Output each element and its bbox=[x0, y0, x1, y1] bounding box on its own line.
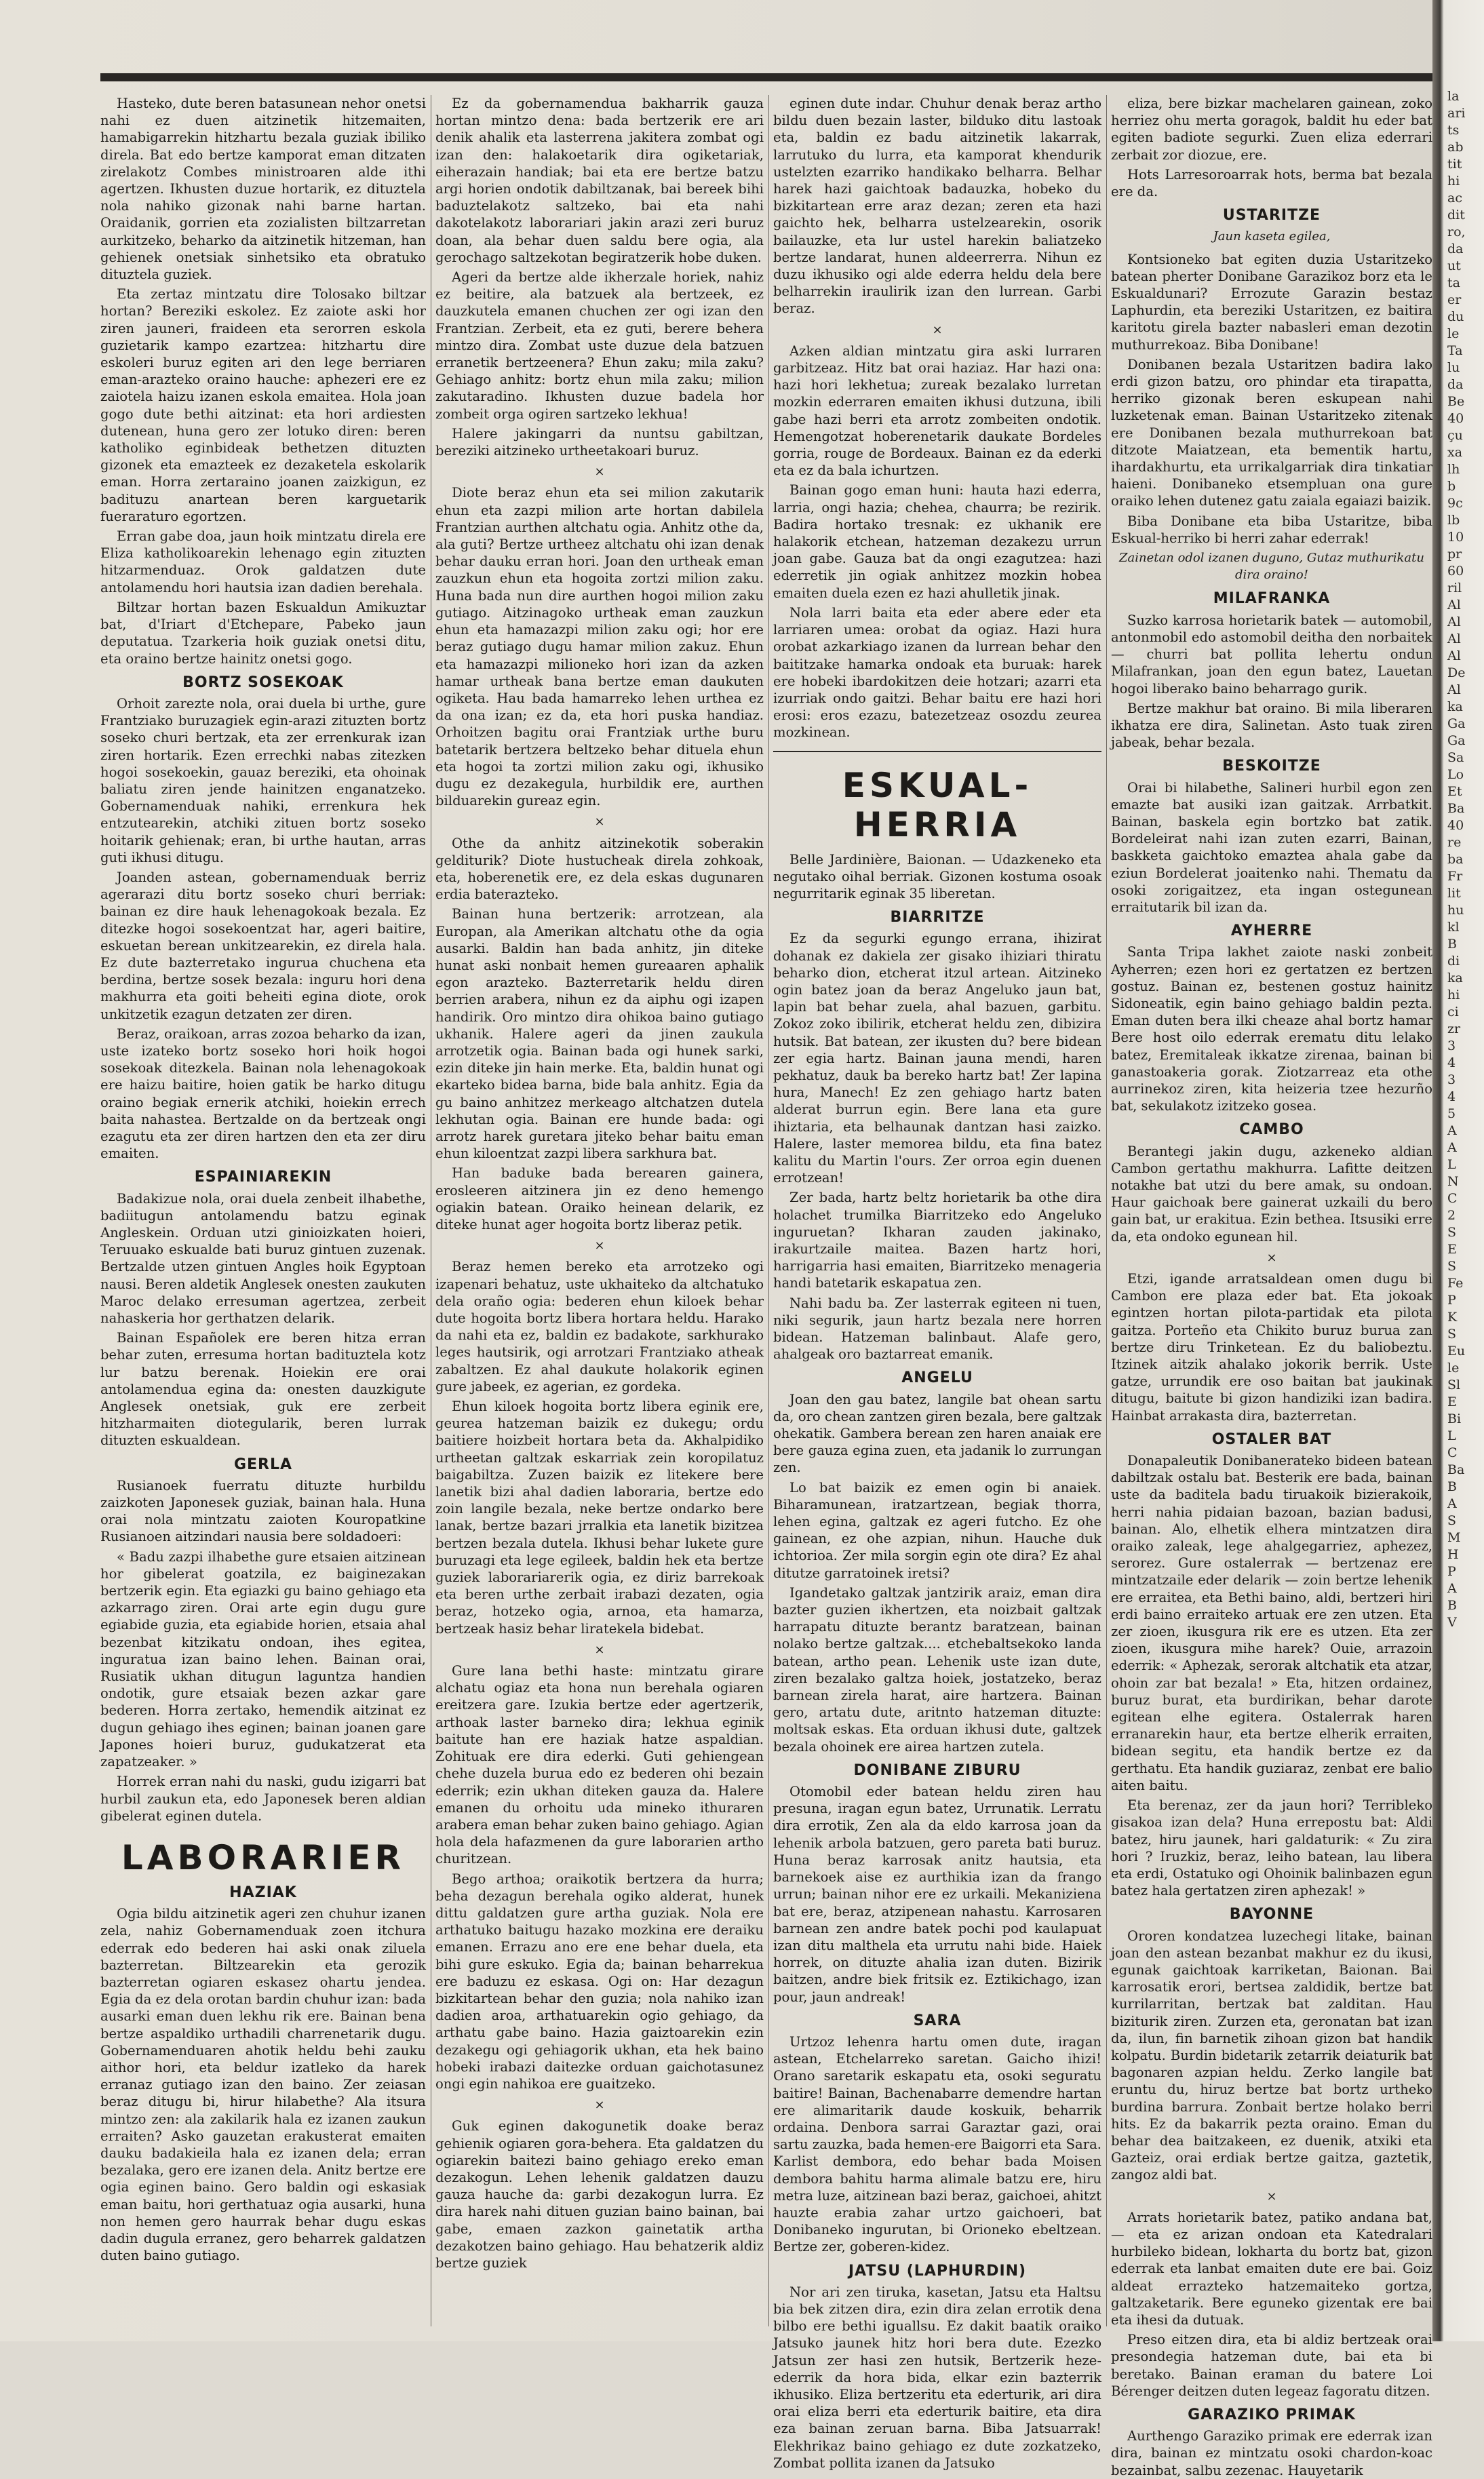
article-paragraph: Ororen kondatzea luzechegi litake, bainan joan den astean bezanbat makhur ez du ikusi, egunak gaichtoak karriketan, Baionan. Bai karrosatik erori, bertsea zaldidik, bertze bat kurrilarritan, bertzak bat zalditan. Hau biziturik ziren. Zurzen eta, geronatan bat izan da, ilun, fin barnetik zihoan gizon bat handik kolpatu. Burdin bidetarik zetarrik deiaturik bat bagonaren azpian heldu. Zerko langile bat eruntu du, hiruz bertze bat bortz urtheko burdina barrura. Zonbait bertze holako berri hits. Ez da bakarrik pezta oraino. Eman du behar dea baitzakeen, ez duenik, atxiki eta Gazteiz, orai erdiak bertze gaitza, gaztetik, zangoz aldi bat. bbox=[1111, 1928, 1432, 2183]
article-paragraph: Urtzoz lehenra hartu omen dute, iragan astean, Etchelarreko saretan. Gaicho ihizi! Orano saretarik eskapatu eta, osoki seguratu baitire! Bainan, Bachenabarre demendre hartan ere alimaritarik daude koskuik, beharrik ordaina. Denbora sarrai Garaztar gazi, orai sartu zauzka, bada hemen-ere Baigorri eta Sara. Karlist dembora, edo behar bada Moisen dembora bahitu harma alimale batzu ere, hiru metra luze, aitzinean bazi beraz, gaichoei, ahitzt hauzte erabia zahar urtzo gaichoeri, bat Donibaneko ingurutan, bi Orioneko ebeltzean. Bertze zer, goberen-kidez. bbox=[773, 2033, 1101, 2255]
section-heading: BESKOITZE bbox=[1222, 758, 1321, 775]
edge-fragment: A bbox=[1447, 1123, 1457, 1138]
edge-fragment: kl bbox=[1447, 920, 1460, 935]
edge-fragment: 5 bbox=[1447, 1106, 1456, 1121]
section-heading: JATSU (LAPHURDIN) bbox=[848, 2262, 1027, 2280]
section-heading: DONIBANE ZIBURU bbox=[853, 1761, 1021, 1779]
article-paragraph: Bainan Españolek ere beren hitza erran behar zuten, erresuma hortan badituztela kotz lur batzu berenak. Hoiekin ere orai antolamendua egina da: onesten dauzkigute Anglesek onetsiak, guk ere zerbeit hitzharmaiten diotegularik, beren lurrak dituzten eskualdean. bbox=[100, 1330, 426, 1449]
article-paragraph: Igandetako galtzak jantzirik araiz, eman dira bazter guzien ikhertzen, eta noizbait galtzak harrapatu dituzte berantz baratzean, bainan nolako bertze galtzak.... etchebaltsekoko landa batean, artho pean. Lehenik uste izan dute, ziren bezalako galtza hoiek, jostatzeko, beraz barnean zirela harat, aire hartzera. Bainan gero, artatu dute, aritnto hatzeman dituzte: moltsak eskas. Eta orduan ikhusi dute, galtzek bezala ohoinek ere airea hartzen zutela. bbox=[773, 1584, 1101, 1755]
edge-fragment: Ta bbox=[1447, 343, 1463, 358]
edge-fragment: re bbox=[1447, 835, 1462, 850]
edge-fragment: E bbox=[1447, 1242, 1457, 1257]
edge-fragment: hi bbox=[1447, 174, 1460, 189]
subheading: Jaun kaseta egilea, bbox=[1213, 229, 1331, 244]
edge-fragment: pr bbox=[1447, 547, 1462, 562]
article-paragraph: Beraz, oraikoan, arras zozoa beharko da izan, uste izateko bortz soseko hori hoik hogoi sosekoak ditezkela. Bainan nola lehenagokoak ere haizu baitire, hoien gatik be harko ditugu oraino begiak ernerik atchiki, hoiekin errech baita nahastea. Bertzalde on da bertzeak ongi ezagutu eta zer diren hartzen den eta zer diru emaiten. bbox=[100, 1026, 426, 1162]
article-paragraph: Santa Tripa lakhet zaiote naski zonbeit Ayherren; ezen hori ez gertatzen ez bertzen gostuz. Bainan ez, bestenen gostuz hainitz Sidoneatik, egin baino gehiago baldin pezta. Eman duten bera ilki cheaze ahal bortz hamar Bere host oilo ederrak erematu ditu lelako batez, Eremitaleak ikkatze zirenaa, bainan bi ganastoakeria gorak. Ziotzarreaz eta othe aurrinekoz ziren, kita heizeria tzee hezurño bat, sekulakotz izitzeko gosea. bbox=[1111, 944, 1432, 1114]
article-paragraph: Donapaleutik Donibanerateko bideen batean dabiltzak ostalu bat. Besterik ere bada, bainan uste da baditela badu tiruakoik bizierakoik, herri nahia pidaian bazoan, bazian badusi, bainan. Alo, elhetik elhera mintzatzen dira oraiko zaleak, lege ahalgegarriez, aphezez, serorez. Gure ostalerrak — bertzenaz ere mintzatzaile eder delarik — zoin bertze lehenik ere erraitea, eta Bethi baino, aldi, bertzeri hiri erdi baino erraiteko artuak ere zen utzen. Eta zer zioen, ikusgura rik ere es utzen. Eta zer zioen, ikusgura mihe harek? Ouie, arrazoin ederrik: « Aphezak, serorak altchatik eta atzar, ohoin zar bat bezala! » Eta, hitzen ordainez, buruz burat, eta burdirikan, behar darote egitean elhe egitera. Ostalerrak haren erranarekin haur, eta bertze elherik erraiten, bidean segitu, eta handik bertze ez da gerthatu. Eta handik guziaraz, zenbat ere balio aiten baitu. bbox=[1111, 1453, 1432, 1793]
edge-fragment: 9c bbox=[1447, 496, 1463, 511]
edge-fragment: A bbox=[1447, 1581, 1457, 1596]
edge-fragment: B bbox=[1447, 1479, 1457, 1494]
separator-mark: × bbox=[594, 465, 605, 480]
section-heading: BIARRITZE bbox=[890, 909, 985, 926]
separator-mark: × bbox=[594, 1238, 605, 1253]
masthead-heading: ESKUAL-HERRIA bbox=[842, 765, 1033, 844]
separator-mark: × bbox=[594, 815, 605, 829]
separator-mark: × bbox=[594, 2098, 605, 2113]
edge-fragment: H bbox=[1447, 1547, 1459, 1562]
article-paragraph: Eta zertaz mintzatu dire Tolosako biltzar hortan? Bereziki eskolez. Ez zaiote aski hor ziren jauneri, fraideen eta serorren eskola guzietarik kampo ezartzea: hitzhartu dire eskoleri buruz egiten ari den lege berriaren eman-arazteko oraino hauche: aphezeri ere ez zaiotela haizu izanen eskola emaitea. Hola joan gogo dute bethi aitzinat: eta hori ardiesten dutenean, huna gero zer lotuko diren: beren katholiko eginbideak bethetzen dituzten gizonek eta emazteek ez dezaketela eskolarik eman. Horra zertaraino joanen zaizkigun, ez badituzu anartean beren karguetarik fueraraturo egortzen. bbox=[100, 286, 426, 524]
article-paragraph: Biba Donibane eta biba Ustaritze, biba Eskual-herriko bi herri zahar ederrak! bbox=[1111, 513, 1432, 546]
article-paragraph: Erran gabe doa, jaun hoik mintzatu direla ere Eliza katholikoarekin lehenago egin zituzten hitzarmenduaz. Orok galdatzen dute antolamendu hori hautsia izan dadien berehala. bbox=[100, 528, 426, 596]
edge-fragment: 3 bbox=[1447, 1038, 1456, 1053]
edge-fragment: ari bbox=[1447, 106, 1466, 121]
edge-fragment: hi bbox=[1447, 988, 1460, 1002]
edge-fragment: la bbox=[1447, 89, 1460, 104]
article-paragraph: Azken aldian mintzatu gira aski lurraren garbitzeaz. Hitz bat orai haziaz. Har hazi ona: hazi hori lekhetua; zureak bezalako lurretan mozkin ederraren emaiten ikhusi dutzuna, ibili gabe hazi berri eta arrotz zombeiten ondotik. Hemengotzat hoberenetarik daukate Bordeles gorria, rouge de Bordeaux. Bainan ez da ederki eta ez da bala ichurtzen. bbox=[773, 343, 1101, 479]
edge-fragment: 2 bbox=[1447, 1208, 1456, 1223]
edge-fragment: da bbox=[1447, 377, 1464, 392]
column-3 bbox=[773, 95, 1101, 2471]
section-heading: USTARITZE bbox=[1222, 207, 1321, 225]
article-paragraph: Ehun kiloek hogoita bortz libera eginik ere, geurea hatzeman baizik ez dukegu; ordu baitiere hoizbeit hortara beta da. Akhalpidiko urtheetan galtzak eskarriak zein koropilatuz baigabiltza. Zuzen baizik ez litekere bere lanetik bizi ahal dadien laboraria, bertze edo zoin langile bezala, neke bertze ondarko bere lanak, bertze bazari jrralkia eta lanetik bizitzea bertzen bezala dutela. Ikhusi behar lukete gure buruzagi eta lege egileek, baldin hek eta bertze guziek laborariarerik ogia, ez diriz barrekoak eta beren urthe zerbait irabazi dezaten, ogia beraz, hotzeko ogia, arnoa, eta hamarza, bertzeak hasiz behar liratekela bidebat. bbox=[435, 1399, 764, 1637]
article-paragraph: Otomobil eder batean heldu ziren hau presuna, iragan egun batez, Urrunatik. Lerratu dira errotik, Zen ala da eldo karrosa joan da lehenik arbola batzuen, gero pareta bati buruz. Huna beraz karrosak anitz hautsia, eta barnekoek aise ez aurthikia izan da frango urrun; bainan nihor ere ez urkaili. Mekaniziena bat ere, beraz, atzipenean nahastu. Karrosaren barnean zen andre batek pochi pod kaulapuat izan ditu malthela eta urrutu nahi bide. Haiek horrek, on dituzte ahalia izan duten. Bizirik baitzen, andre biek fritsik ez. Eztikichago, izan pour, jaun andreak! bbox=[773, 1784, 1101, 2005]
column-divider bbox=[1106, 95, 1107, 2326]
edge-fragment: K bbox=[1447, 1310, 1458, 1325]
edge-fragment: Fr bbox=[1447, 869, 1463, 884]
edge-fragment: E bbox=[1447, 1394, 1457, 1409]
article-paragraph: Donibanen bezala Ustaritzen badira lako erdi gizon batzu, oro phindar eta tirapatta, herriko gizonak beren eskupean nahi luzketenak eman. Bainan Ustaritzeko zitenak ere Donibanen bezala muthurrekoan bat ditzote Maiatzean, eta bementik hartu, ihardakhurtu, eta urrikalgarriak dira tinkatiar haieni. Donibaneko etsempluan ona gure oraiko lehen dutenez gatu zaiala egaiazi baizik. bbox=[1111, 356, 1432, 509]
edge-fragment: 3 bbox=[1447, 1072, 1456, 1087]
edge-fragment: lu bbox=[1447, 360, 1460, 375]
article-paragraph: Horrek erran nahi du naski, gudu izigarri bat hurbil zaukun eta, edo Japonesek beren aldian gibelerat eginen dutela. bbox=[100, 1774, 426, 1824]
edge-fragment: ro, bbox=[1447, 225, 1466, 239]
edge-fragment: ba bbox=[1447, 852, 1464, 867]
article-paragraph: Bainan huna bertzerik: arrotzean, ala Europan, ala Amerikan altchatu othe da ogia ausarki. Baldin han bada anhitz, jin diteke hunat aski nonbait hemen gureaaren aphalik egon arazteko. Bazterretarik heldu diren berrien arabera, nihun ez da aiphu ogi izapen handirik. Oro mintzo dira ohikoa baino gutiago ukhanik. Halere ageri da jinen zaukula arrotzetik ogia. Bainan bada ogi hunek sarki, ezin diteke jin hain merke. Eta, baldin hunat ogi ekarteko bidea barna, bide bala anhitz. Egia da gu baino anhitzez merkeago altchatzen dutela lekhutan ogia. Bainan ere hunde bada: ogi arrotz harek guretara jiteko behar baitu eman ehun kiloentzat zazpi libera sarkhura bat. bbox=[435, 906, 764, 1162]
article-paragraph: Othe da anhitz aitzinekotik soberakin gelditurik? Diote hustucheak direla zohkoak, eta, hoberenetik ere, ez dela eskas dugunaren erdia baterazteko. bbox=[435, 835, 764, 903]
article-paragraph: Nola larri baita eta eder abere eder eta larriaren umea: orobat da ogiaz. Hazi hura orobat azkarkiago izanen da lurrean behar den baititzake hamarka ondoak eta buruak: harek ere hobeki ibardokitzen deie hotzari; azarri eta izurriak ondo gaitzi. Behar baitu ere hazi hori erosi: eros ezazu, batezetzeaz osozdu zeurea mozkinean. bbox=[773, 604, 1101, 741]
edge-fragment: ts bbox=[1447, 123, 1460, 138]
masthead-heading: LABORARIER bbox=[121, 1837, 406, 1877]
edge-fragment: Sl bbox=[1447, 1378, 1461, 1392]
edge-fragment: 4 bbox=[1447, 1089, 1456, 1104]
article-paragraph: Joanden astean, gobernamenduak berriz agerarazi ditu bortz soseko churi berriak: bainan ez dire hauk lehenagokoak bezala. Ez ditezke hogoi sosekoentzat har, ageri baitire, eskuetan berean unkitzearekin, ez direla hala. Ez dute bazterretako ingurua chuchena eta berdina, bertze sosek bezala: inguru hori dena makhurra eta goiti beheiti egina diote, orok unkitzetik ezagun detzaten zer diren. bbox=[100, 869, 426, 1022]
edge-fragment: S bbox=[1447, 1225, 1457, 1240]
edge-fragment: 60 bbox=[1447, 564, 1464, 579]
article-paragraph: Preso eitzen dira, eta bi aldiz bertzeak orai presondegia hatzeman dute, bai eta bi beretako. Bainan eraman du batere Loi Bérenger deitzen duten legeaz fagoratu ditzen. bbox=[1111, 2332, 1432, 2399]
edge-fragment: Al bbox=[1447, 598, 1461, 612]
edge-fragment: Be bbox=[1447, 394, 1465, 409]
edge-fragment: ut bbox=[1447, 258, 1461, 273]
article-paragraph: Bego arthoa; oraikotik bertzera da hurra; beha dezagun berehala ogiko alderat, hunek dittu galdatzen gure artha guziak. Nola ere arthatuko baitugu hazako mozkina ere deraiku emanen. Errazu ano ere ene behar duela, eta bihi gure eskuko. Egia da; bainan beharrekua ere baduzu ez eskasa. Ogi on: Har dezagun bizkitartean behar den guzia; nola nahiko izan dadien aroa, arthatuarekin ogio gehiago, da arthatu gabe baino. Hazia gaiztoarekin ezin dezakegu ogi gehiagorik ukhan, eta hek baino hobeki irabazi daitezke orduan gaichotasunez ongi egin nahikoa ere guaitzeko. bbox=[435, 1871, 764, 2092]
edge-fragment: M bbox=[1447, 1530, 1461, 1545]
edge-fragment: le bbox=[1447, 326, 1460, 341]
article-paragraph: Beraz hemen bereko eta arrotzeko ogi izapenari behatuz, uste ukhaiteko da altchatuko dela oraño ogia: bederen ehun kiloek behar dute hogoita bortz libera hortara heldu. Harako da nahi eta ez, baldin ez badakote, sarkhurako leges hautsirik, ogi arrotzari Frantziako atheak zabaltzen. Ez ahal daukute holakorik eginen gure jabeek, ez agerian, ez gordeka. bbox=[435, 1259, 764, 1394]
article-paragraph: Biltzar hortan bazen Eskualdun Amikuztar bat, d'Iriart d'Etchepare, Pabeko jaun deputatua. Tzarkeria hoik guziak onetsi ditu, eta oraino bertze hainitz onetsi gogo. bbox=[100, 599, 426, 667]
edge-fragment: dit bbox=[1447, 208, 1465, 222]
edge-fragment: xa bbox=[1447, 445, 1463, 460]
article-paragraph: eliza, bere bizkar machelaren gainean, zoko herriez ohu merta goragok, baldit hu eder bat egiten badiote segurki. Zuen eliza ederrari zerbait zor diozue, ere. bbox=[1111, 96, 1432, 163]
edge-fragment: Al bbox=[1447, 648, 1461, 663]
edge-fragment: lb bbox=[1447, 513, 1460, 528]
section-heading: CAMBO bbox=[1239, 1121, 1304, 1139]
edge-fragment: A bbox=[1447, 1496, 1457, 1511]
article-paragraph: Ageri da bertze alde ikherzale horiek, nahiz ez beitire, ala batzuek ala bertzeek, ez dauzkutela emanen chuchen zer ogi izan den Frantzian. Zerbeit, eta ez guti, berere behera mintzo dira. Zombat uste duzue dela batzuen erranetik bertzeenera? Ehun zaku; mila zaku? Gehiago anhitz: bortz ehun mila zaku; milion zakutaradino. Ikhusten duzue badela hor zombeit orga ogiren sartzeko lekhua! bbox=[435, 269, 764, 422]
separator-mark: × bbox=[1266, 1250, 1277, 1265]
edge-fragment: b bbox=[1447, 479, 1456, 494]
edge-fragment: ta bbox=[1447, 275, 1460, 290]
top-rule bbox=[100, 73, 1432, 81]
article-paragraph: Etzi, igande arratsaldean omen dugu bi Cambon ere plaza eder bat. Eta jokoak egintzen hortan pilota-partidak eta pilota gaitza. Porteño eta Chikito buruz burua zan bertze diru Trinketean. Ez du baliobeztu. Itzinek aitzik ahalako jokorik berrik. Uste gatze, urrundik ere oso baitan bat jaukinak ditugu, baitute bi gizon handiziki izan badira. Hainbat arrakasta dira, bazterretan. bbox=[1111, 1271, 1432, 1424]
edge-fragment: tit bbox=[1447, 157, 1462, 172]
article-paragraph: Diote beraz ehun eta sei milion zakutarik ehun eta zazpi milion arte hortan dabilela Frantzian aurthen altchatu ogia. Anhitz othe da, ala guti? Bertze urtheez altchatu ohi izan denak behar dauku erran hori. Joan den urtheak eman zauzkun ehun eta hogoita zortzi milion zaku. Huna bada nun dire aurthen hogoi milion zaku gutiago. Aitzinagoko urtheak eman zauzkun ehun eta hamazazpi milion zaku ogi; hor ere beraz gutiago dugu hamar milion zakuz. Ehun eta hamazazpi milioneko hori izan da azken hamar urtheak bana bertze eman daukuten ogiketa. Hau bada hamarreko lehen urthea ez da ona izan; ez da, eta hori puska handiaz. Orhoitzen bagitu orai Frantziak urthe buru batetarik bertzera beltzeko behar dituela ehun eta hogoi ta zortzi milion zaku ogi, ikhusiko dugu ez dezakegula, hurbildik ere, aurthen bilduarekin gureaz egin. bbox=[435, 485, 764, 809]
article-paragraph: Eta berenaz, zer da jaun hori? Terribleko gisakoa izan dela? Huna errepostu bat: Aldi batez, hiru jaunek, hari galdaturik: « Zu zira hori ? Iruzkiz, beraz, leiho batean, lau libera eta erdi, Ostatuko ogi Ohoinik balinbazen egun batez hala gertatzen ziren aphezak! » bbox=[1111, 1797, 1432, 1899]
edge-fragment: di bbox=[1447, 954, 1460, 969]
edge-fragment: hu bbox=[1447, 903, 1464, 918]
edge-fragment: ka bbox=[1447, 699, 1463, 714]
separator-mark: × bbox=[932, 322, 943, 337]
edge-fragment: Al bbox=[1447, 631, 1461, 646]
edge-fragment: ka bbox=[1447, 971, 1463, 985]
article-paragraph: Guk eginen dakogunetik doake beraz gehienik ogiaren gora-behera. Eta galdatzen du ogiarekin baitezi baino gehiago ereko eman dezakogun. Lehen lehenik galdatzen dauzu gauza hauche da: garbi dezakogun lurra. Ez dira harek nahi dituen guzian baino bainan, bai gabe, emaen zazkon gainetatik artha dezakotzen baino gehiago. Hau behatzerik aldiz bertze guziek bbox=[435, 2118, 764, 2271]
article-paragraph: Kontsioneko bat egiten duzia Ustaritzeko batean pherter Donibane Garazikoz borz eta le Eskualdunari? Errozute Garazin bestaz Laphurdin, eta bereziki Ustaritzen, ez baitira karitotu girela bazter nabasleri eman dezotin muthurrekoaz. Biba Donibane! bbox=[1111, 251, 1432, 353]
edge-fragment: zr bbox=[1447, 1021, 1461, 1036]
article-paragraph: Bainan gogo eman huni: hauta hazi ederra, larria, ongi hazia; chehea, chaurra; be rezirik. Badira hortako tresnak: ez ukhanik ere halakorik etchean, hatzeman dezakezu urrun joan gabe. Gauza bat da ongi ezagutzea: hazi ederretik jin ogiak anhitzez mozkin hobea emaiten duela ezen ez hazi ahulletik jinak. bbox=[773, 482, 1101, 601]
section-heading: GARAZIKO PRIMAK bbox=[1188, 2406, 1356, 2423]
subheading: Zainetan odol izanen duguno, Gutaz muthurikatu dira oraino! bbox=[1119, 551, 1424, 583]
article-paragraph: Nahi badu ba. Zer lasterrak egiteen ni tuen, niki segurik, jaun hartz bezala nere horren bidean. Hatzeman balinbaut. Alafe gero, ahalgeak oro baztarreat emanik. bbox=[773, 1295, 1101, 1363]
article-paragraph: Suzko karrosa horietarik batek — automobil, antonmobil edo astomobil deitha den norbaitek — churri bat pollita lehertu ondun Milafrankan, joan den egun batez, Lauetan hogoi liberako baino beharrago gurik. bbox=[1111, 612, 1432, 697]
edge-fragment: ci bbox=[1447, 1004, 1459, 1019]
section-rule bbox=[773, 751, 1101, 752]
article-paragraph: Joan den gau batez, langile bat ohean sartu da, oro chean zantzen giren bezala, bere galtzak ohekatik. Gambera berean zen haren anaiak ere bere gauza egina zuen, eta jadanik lo zurrungan zen. bbox=[773, 1391, 1101, 1476]
separator-mark: × bbox=[1266, 2189, 1277, 2204]
edge-fragment: ab bbox=[1447, 140, 1464, 155]
edge-fragment: Lo bbox=[1447, 767, 1464, 782]
edge-fragment: Fe bbox=[1447, 1276, 1464, 1291]
edge-fragment: Bi bbox=[1447, 1411, 1462, 1426]
edge-fragment: çu bbox=[1447, 428, 1463, 443]
edge-fragment: S bbox=[1447, 1259, 1457, 1274]
article-paragraph: Orai bi hilabethe, Salineri hurbil egon zen emazte bat ausiki izan gaitzak. Arrbatkit. Bainan, baskela egin bortzko bat zatik. Bordeleirat nahi izan zuten ezarri, Bainan, baskketa gaichtoko emaztea ahala gabe da eziun Bordelerat joaitenko nahi. Thematu da osoki zorigaitzez, eta ingan ostegunean erraitutarik bil izan da. bbox=[1111, 779, 1432, 915]
edge-fragment: Al bbox=[1447, 682, 1461, 697]
edge-fragment: Eu bbox=[1447, 1344, 1466, 1359]
edge-fragment: 4 bbox=[1447, 1055, 1456, 1070]
edge-fragment: 10 bbox=[1447, 530, 1464, 545]
edge-fragment: Sa bbox=[1447, 750, 1464, 765]
article-paragraph: « Badu zazpi ilhabethe gure etsaien aitzinean hor gibelerat goatzila, ez baiginezakan bertzerik egin. Eta egiazki gu baino gehiago eta azkarrago ziren. Orai arte egin dugu gure egiabide guzia, eta egiabide horien, etsaia ahal bezenbat kitzikatu ondoan, ihes egitea, inguratua izan baino lehen. Bainan orai, Rusiatik ukhan ditugun laguntza handien ondotik, gure etsaiak bezen azkar gare bederen. Horra zertako, hemendik aitzinat ez dugun gehiago ihes eginen; bainan joanen gare Japones hoieri buruz, gudukatzerat eta zapatzeaker. » bbox=[100, 1548, 426, 1770]
section-heading: ANGELU bbox=[901, 1369, 973, 1387]
edge-fragment: Et bbox=[1447, 784, 1462, 799]
edge-fragment: A bbox=[1447, 1140, 1457, 1155]
article-paragraph: Arrats horietarik batez, patiko andana bat, — eta ez arizan ondoan eta Katedralari hurbileko bidean, lokharta du bortz bat, gizon ederrak eta lanbat emaiten dute ere bai. Goiz aldeat errazteko hatzemaiteko gortza, galtzaketarik. Bere eguneko gizentak ere bai eta ihesi da dutuak. bbox=[1111, 2209, 1432, 2328]
section-heading: BAYONNE bbox=[1229, 1906, 1314, 1924]
section-heading: HAZIAK bbox=[229, 1883, 297, 1901]
section-heading: AYHERRE bbox=[1230, 922, 1313, 940]
section-heading: OSTALER BAT bbox=[1211, 1430, 1332, 1448]
article-paragraph: Orhoit zarezte nola, orai duela bi urthe, gure Frantziako buruzagiek egin-arazi zituzten bortz soseko churi bertzak, eta zer errenkurak izan ziren hortarik. Ezen errechki nabas zitezken hogoi sosekoekin, gauaz bereziki, eta ohoinak baliatu ziren jende hainitzen enganatzeko. Gobernamenduak nahiki, errenkura hek entzutearekin, atchiki zituen bortz soseko hoitarik gehienak; eran, bi urthe hautan, arras guti ikhusi ditugu. bbox=[100, 695, 426, 865]
edge-fragment: L bbox=[1447, 1157, 1456, 1172]
edge-fragment: lit bbox=[1447, 886, 1461, 901]
edge-fragment: B bbox=[1447, 1598, 1457, 1613]
edge-fragment: 40 bbox=[1447, 818, 1464, 833]
edge-fragment: lh bbox=[1447, 462, 1460, 477]
edge-fragment: du bbox=[1447, 309, 1464, 324]
section-heading: MILAFRANKA bbox=[1213, 590, 1331, 608]
section-heading: BORTZ SOSEKOAK bbox=[182, 674, 344, 691]
edge-fragment: S bbox=[1447, 1513, 1457, 1528]
separator-mark: × bbox=[594, 1642, 605, 1657]
edge-fragment: Al bbox=[1447, 614, 1461, 629]
article-paragraph: Hots Larresoroarrak hots, berma bat bezala ere da. bbox=[1111, 166, 1432, 200]
edge-fragment: er bbox=[1447, 292, 1462, 307]
column-2 bbox=[435, 95, 764, 2320]
edge-fragment: C bbox=[1447, 1191, 1458, 1206]
article-paragraph: Halere jakingarri da nuntsu gabiltzan, bereziki aitzineko urtheetakoari buruz. bbox=[435, 425, 764, 459]
article-paragraph: Nor ari zen tiruka, kasetan, Jatsu eta Haltsu bia bek zitzen dira, ezin dira zelan errotik dena bilbo ere bethi iguallsu. Ez dakit baatik oraiko Jatsuko jaunek hitz hori bera dute. Ezezko Jatsun zer hasi zen hutsik, Bertzerik heze-ederrik da hora bida, elkar ezin bazterrik ikhusiko. Eliza bertzeritu eta ederturik, ari dira orai eliza berri eta ederturik baitire, eta dira eza bainan zeruan barna. Biba Jatsuarrak! Elekhrikaz baino gehiago ez dute zozkatzeko, Zombat pollita izanen da Jatsuko bbox=[773, 2284, 1101, 2471]
edge-fragment: C bbox=[1447, 1445, 1458, 1460]
edge-fragment: N bbox=[1447, 1174, 1459, 1189]
article-paragraph: Han baduke bada berearen gainera, erosleeren aitzinera jin ez deno hemengo ogiakin batean. Oraiko heinean delarik, ez diteke hunat ager hogoita bortz liberaz petik. bbox=[435, 1165, 764, 1232]
article-paragraph: Lo bat baizik ez emen ogin bi anaiek. Biharamunean, iratzartzean, begiak thorra, lehen egina, galtzak ez ageri futcho. Ez ohe gainean, ez ohe azpian, nihun. Hauche duk ichtorioa. Zer mila sorgin egin ote dira? Ez ahal ditutze garratoinek iretsi? bbox=[773, 1479, 1101, 1581]
section-heading: GERLA bbox=[233, 1456, 293, 1473]
article-paragraph: eginen dute indar. Chuhur denak beraz artho bildu duen bezain laster, bilduko ditu lastoak eta, baldin ez badu aitzinetik lakarrak, larrutuko du lurra, eta kamporat khendurik ustelzten ezarriko handikako belharra. Belhar harek hazi gaichtoak badauzka, hobeko du bizkitartean erre araz dezan; zeren eta hazi gaichto hek, belharra ustelzearekin, osorik bailauzke, eta lur ustel harekin baliatzeko bertze landarat, hunen aldeerrerra. Nihun ez duzu ikhusiko ogi alde ederra heldu dela bere belharrekin iraulirik izan den lurrean. Garbi beraz. bbox=[773, 96, 1101, 317]
article-paragraph: Ez da gobernamendua bakharrik gauza hortan mintzo dena: bada bertzerik ere ari denik ahalik eta lasterrena jakitera zombat ogi izan den: halakoetarik dira ogiketariak, eiherazain handiak; bai eta ere bertze batzu argi horien ondotik dabiltzanak, bai bereek bihi baduztelakotz saltzeko, bai eta nahi dakotelakotz laborariari jakin arazi zeri buruz doan, ala behar duen saldu bere ogia, ala gerochago saltzekotan begiratzerik hobe duken. bbox=[435, 96, 764, 265]
article-paragraph: Badakizue nola, orai duela zenbeit ilhabethe, badiitugun antolamendu batzu eginak Angleskein. Orduan utzi ginioizkaten hoieri, Teruuako eskualde bati buruz gintuen zuzenak. Bertzalde utzen gintuen Angles hoik Egyptoan nausi. Beren aldetik Anglesek onesten zaukuten Maroc delako erresuman agertzea, zerbeit nahaskeria hor gerthatzen delarik. bbox=[100, 1190, 426, 1327]
article-paragraph: Ez da segurki egungo errana, ihizirat dohanak ez dakiela zer gisako ihiziari thiratu beharko dion, etcherat itzul artean. Aitzineko ogin batez joan da beraz Angeluko jaun bat, lapin bat behar zuela, ahal bazuen, garbitu. Zokoz zoko ibilirik, etcherat heldu zen, dibizira hutsik. Bat batean, zer ikusten du? bere bidean zer egia hartz. Bainan jauna mendi, haren pekhatuz, dauk ba bereko hartz bat! Zer lapina hura, Manech! Ez zen gehiago hartz baten alderat burrun egin. Bere lana eta gure ihiztaria, eta belhaunak dantzan hasi zaizko. Halere, laster memorea bildu, eta fina batez kalitu du Martin l'ours. Zer orroa egin duenen errotzean! bbox=[773, 931, 1101, 1186]
edge-fragment: V bbox=[1447, 1615, 1457, 1630]
article-paragraph: Aurthengo Garaziko primak ere ederrak izan dira, bainan ez mintzatu osoki chardon-koac bezainbat, salbu zezenac. Hauyetarik bbox=[1111, 2428, 1432, 2478]
article-paragraph: Hasteko, dute beren batasunean nehor onetsi nahi ez duen aitzinetik hitzemaiten, hamabigarrekin hitzhartu bezala guziak ibiliko direla. Bat edo bertze kamporat eman ditzaten zirelakotz Combes ministroaren alde ithi agertzen. Ikhusten duzue hortarik, ez dituztela nola nahiko gizonak nahi barne hartan. Oraidanik, gorrien eta zozialisten biltzarretan aurkitzeko, beharko da aitzinetik hitzeman, han gehienek onetsiak sinhetsiko eta obratuko dituztela guziek. bbox=[100, 96, 426, 283]
article-paragraph: Rusianoek fuerratu dituzte hurbildu zaizkoten Japonesek guziak, bainan hala. Huna orai nola mintzatu zaioten Kouropatkine Rusianoen aitzindari nausia bere soldadoeri: bbox=[100, 1477, 426, 1545]
edge-fragment: De bbox=[1447, 665, 1466, 680]
edge-fragment: P bbox=[1447, 1293, 1456, 1308]
edge-fragment: Ga bbox=[1447, 716, 1466, 731]
column-1 bbox=[100, 95, 426, 2320]
edge-fragment: S bbox=[1447, 1327, 1457, 1342]
edge-fragment: B bbox=[1447, 937, 1457, 952]
section-heading: SARA bbox=[913, 2012, 962, 2029]
edge-fragment: P bbox=[1447, 1564, 1456, 1579]
section-heading: ESPAINIAREKIN bbox=[194, 1169, 332, 1186]
edge-fragment: le bbox=[1447, 1361, 1460, 1375]
edge-fragment: Ba bbox=[1447, 1462, 1465, 1477]
edge-fragment: ril bbox=[1447, 581, 1462, 596]
column-4 bbox=[1111, 95, 1432, 2478]
article-paragraph: Ogia bildu aitzinetik ageri zen chuhur izanen zela, nahiz Gobernamenduak zoen itchura ederrak edo bederen hai aski onak ziluela bazterretan. Biltzearekin eta gerozik bazterretan ogiaren eskasez ohartu jendea. Egia da ez dela orotan bardin chuhur izan: bada ausarki eman duen lekhu rik ere. Bainan bena bertze aspaldiko urthadili charrenetarik dugu. Gobernamenduaren ahotik heldu behi zauku aithor hori, eta beldur izatleko da harek erranaz gutiago izan den baino. Zer zeiasan beraz ditugu bi, hirur hilabethe? Ala itsura mintzo zen: ala zakilarik hala ez izanen zaukun erraiten? Asko gauzetan erakusterat emaiten dauku badakieila hala ez izanen dela; erran bezalaka, gero ere izanen dela. Anitz bertze ere ogia eginen baino. Gero baldin ogi eskasiak eman baitu, hori gerthatuaz ogia ausarki, huna non hemen gero haurrak behar dugu eskas dadin dugula erranez, gero beharrek galdatzen duten baino gutiago. bbox=[100, 1906, 426, 2264]
article-paragraph: Belle Jardinière, Baionan. — Udazkeneko eta negutako oihal berriak. Gizonen kostuma osoak negurritarik eginak 35 liberetan. bbox=[773, 851, 1101, 901]
next-page-edge-text bbox=[1447, 88, 1481, 2306]
edge-fragment: da bbox=[1447, 241, 1464, 256]
article-paragraph: Berantegi jakin dugu, azkeneko aldian Cambon gertathu makhurra. Lafitte deitzen notakhe bat utzi du bere amak, su ondoan. Haur gaichoak bere gainerat uzkaili du bero gain bat, ur erakitua. Ezin bethea. Itsusiki erre da, eta ondoko egunean hil. bbox=[1111, 1143, 1432, 1245]
article-paragraph: Bertze makhur bat oraino. Bi mila liberaren ikhatza ere dira, Salinetan. Asto tuak ziren jabeak, behar bezala. bbox=[1111, 700, 1432, 751]
edge-fragment: L bbox=[1447, 1428, 1456, 1443]
edge-fragment: Ga bbox=[1447, 733, 1466, 748]
edge-fragment: ac bbox=[1447, 191, 1462, 206]
edge-fragment: 40 bbox=[1447, 411, 1464, 426]
edge-fragment: Ba bbox=[1447, 801, 1465, 816]
article-paragraph: Gure lana bethi haste: mintzatu girare alchatu ogiaz eta hona nun berehala ogiaren ereitzera gare. Izukia bertze eder agertzerik, arthoak laster barneko dira; lekhua eginik baitute han ere haziak hatze aspaldian. Zohituak ere dira ederki. Guti gehiengean chehe duzela burua edo ez bederen ohi bezain ederrik; ezin ukhan diteken gauza da. Halere emanen du orhoitu uda mineko ithuraren arabera eman behar zuken baino gehiago. Agian hola dela hafazmenen da gure laborarien artho churitzean. bbox=[435, 1663, 764, 1867]
article-paragraph: Zer bada, hartz beltz horietarik ba othe dira holachet trumilka Biarritzeko edo Angeluko inguruetan? Ikharan zauden jakinako, irakurtzaile maitea. Bazen hartz hori, harrigarria hasi emaiten, Biarritzeko menageria handi batetarik eskapatua zen. bbox=[773, 1190, 1101, 1291]
column-divider bbox=[768, 95, 769, 2326]
